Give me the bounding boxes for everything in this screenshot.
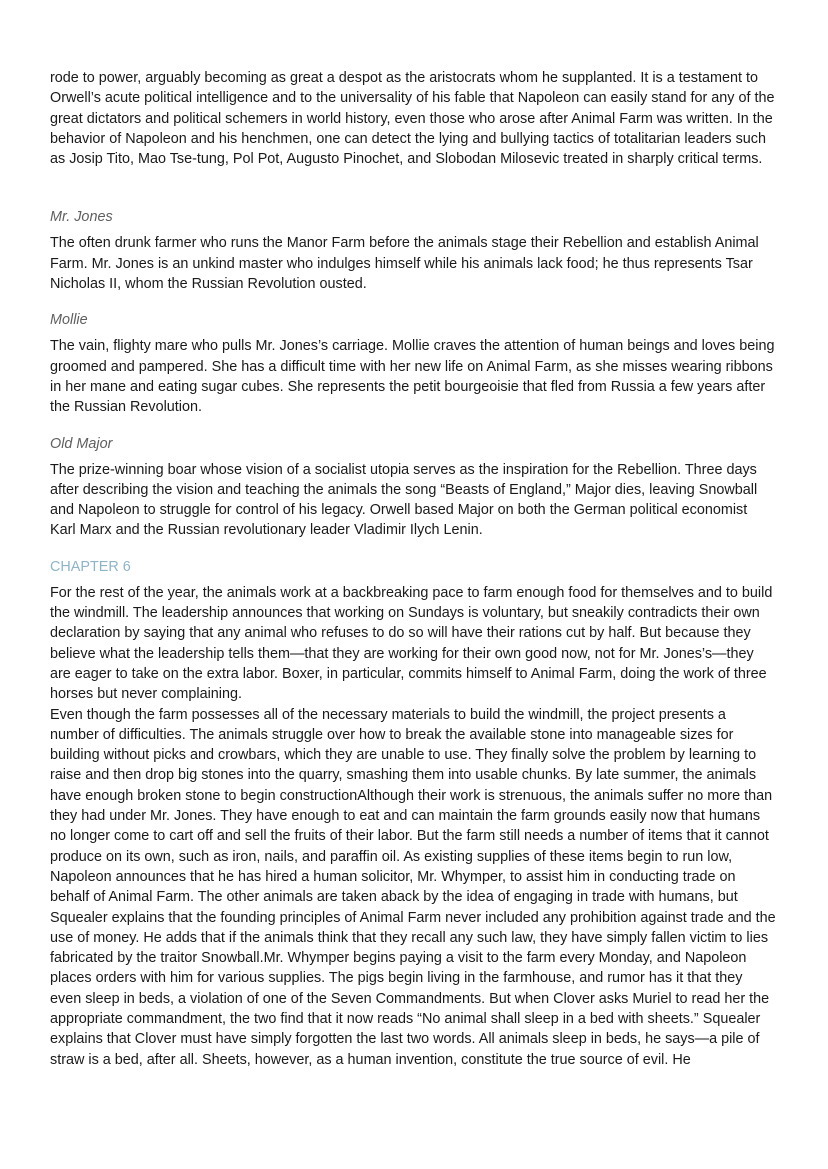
character-entry-old-major bbox=[50, 434, 776, 541]
character-name: Mr. Jones bbox=[50, 209, 113, 226]
character-description: The often drunk farmer who runs the Manor Farm before the animals stage their Rebellion and establish Animal Farm. Mr. Jones is an unkind master who indulges himself while his animals lack food; he thus represents Tsar Nicholas II, whom the Russian Revolution ousted. bbox=[50, 235, 759, 293]
character-name: Mollie bbox=[50, 312, 88, 329]
chapter-paragraph: Even though the farm possesses all of the necessary materials to build the windmill, the project presents a number of difficulties. The animals struggle over how to break the available stone into manageable sizes for building without picks and crowbars, which they are unable to use. They finally solve the problem by learning to raise and then drop big stones into the quarry, smashing them into usable chunks. By late summer, the animals have enough broken stone to begin constructionAlthough their work is strenuous, the animals suffer no more than they had under Mr. Jones. They have enough to eat and can maintain the farm grounds easily now that humans no longer come to cart off and sell the fruits of their labor. But the farm still needs a number of items that it cannot produce on its own, such as iron, nails, and paraffin oil. As existing supplies of these items begin to run low, Napoleon announces that he has hired a human solicitor, Mr. Whymper, to assist him in conducting trade on behalf of Animal Farm. The other animals are taken aback by the idea of engaging in trade with humans, but Squealer explains that the founding principles of Animal Farm never included any prohibition against trade and the use of money. He adds that if the animals think that they recall any such law, they have simply fallen victim to lies fabricated by the traitor Snowball.Mr. Whymper begins paying a visit to the farm every Monday, and Napoleon places orders with him for various supplies. The pigs begin living in the farmhouse, and rumor has it that they even sleep in beds, a violation of one of the Seven Commandments. But when Clover asks Muriel to read her the appropriate commandment, the two find that it now reads “No animal shall sleep in a bed with sheets.” Squealer explains that Clover must have simply forgotten the last two words. All animals sleep in beds, he says—a pile of straw is a bed, after all. Sheets, however, as a human invention, constitute the true source of evil. He bbox=[50, 706, 776, 1068]
character-entry-mollie bbox=[50, 310, 776, 417]
chapter-heading: CHAPTER 6 bbox=[50, 558, 131, 575]
character-name: Old Major bbox=[50, 435, 113, 452]
chapter-section bbox=[50, 557, 776, 1070]
character-description: The vain, flighty mare who pulls Mr. Jones’s carriage. Mollie craves the attention of human beings and loves being groomed and pampered. She has a difficult time with her new life on Animal Farm, as she misses wearing ribbons in her mane and eating sugar cubes. She represents the petit bourgeoisie that fled from Russia a few years after the Russian Revolution. bbox=[50, 338, 775, 416]
chapter-paragraph: For the rest of the year, the animals work at a backbreaking pace to farm enough food for themselves and to build the windmill. The leadership announces that working on Sundays is voluntary, but sneakily contradicts their own declaration by saying that any animal who refuses to do so will have their rations cut by half. But because they believe what the leadership tells them—that they are working for their own good now, not for Mr. Jones’s—they are eager to take on the extra labor. Boxer, in particular, commits himself to Animal Farm, doing the work of three horses but never complaining. bbox=[50, 584, 773, 703]
intro-paragraph: rode to power, arguably becoming as great a despot as the aristocrats whom he supplanted. It is a testament to Orwell’s acute political intelligence and to the universality of his fable that Napoleon can easily stand for any of the great dictators and political schemers in world history, even those who arose after Animal Farm was written. In the behavior of Napoleon and his henchmen, one can detect the lying and bullying tactics of totalitarian leaders such as Josip Tito, Mao Tse-tung, Pol Pot, Augusto Pinochet, and Slobodan Milosevic treated in sharply critical terms. bbox=[50, 70, 775, 168]
character-entry-mr-jones bbox=[50, 207, 776, 294]
character-description: The prize-winning boar whose vision of a socialist utopia serves as the inspiration for the Rebellion. Three days after describing the vision and teaching the animals the song “Beasts of England,” Major dies, leaving Snowball and Napoleon to struggle for control of his legacy. Orwell based Major on both the German political economist Karl Marx and the Russian revolutionary leader Vladimir Ilych Lenin. bbox=[50, 461, 758, 539]
